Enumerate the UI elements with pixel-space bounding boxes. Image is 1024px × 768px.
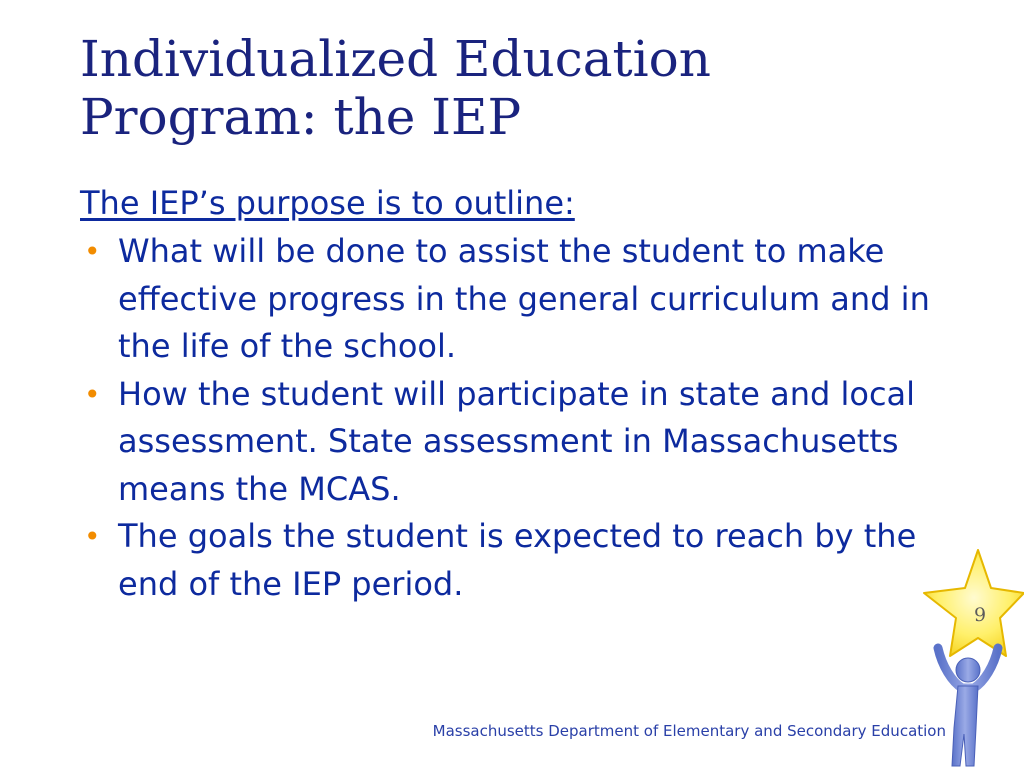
bullet-text-3: The goals the student is expected to reach by the end of the IEP period.	[118, 517, 917, 603]
bullet-marker-icon: •	[84, 235, 101, 268]
slide-title-line-2: Program: the IEP	[80, 88, 522, 146]
star-icon	[924, 550, 1024, 656]
bullet-item-2	[80, 371, 940, 514]
slide-body	[80, 180, 940, 608]
bullet-text-1: What will be done to assist the student to make effective progress in the general curriculum and in the life of the school.	[118, 232, 930, 365]
bullet-marker-icon: •	[84, 520, 101, 553]
slide-title	[80, 30, 900, 146]
slide-title-line-1: Individualized Education	[80, 30, 711, 88]
bullet-marker-icon: •	[84, 377, 101, 411]
footer-text: Massachusetts Department of Elementary and Secondary Education	[432, 722, 946, 740]
page-number: 9	[973, 604, 987, 626]
bullet-item-1	[80, 228, 940, 371]
intro-text: The IEP’s purpose is to outline:	[80, 184, 575, 222]
bullet-list	[80, 228, 940, 608]
bullet-text-2: How the student will participate in state and local assessment. State assessment in Massachusetts means the MCAS.	[118, 374, 916, 508]
bullet-item-3	[80, 513, 940, 608]
